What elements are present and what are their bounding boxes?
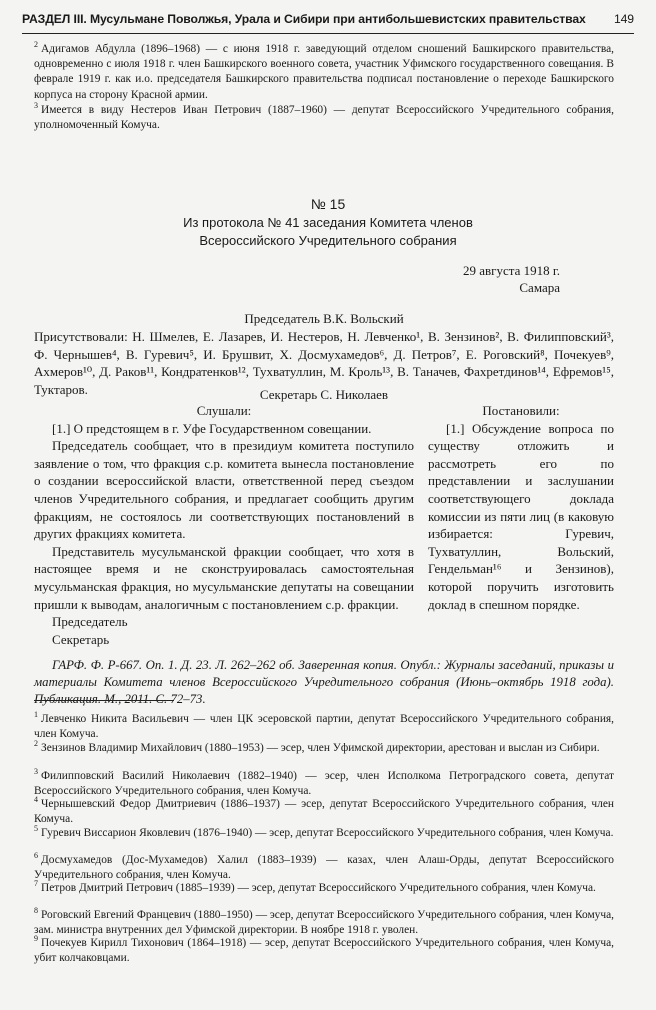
footnote-text: Досмухамедов (Дос-Мухамедов) Халил (1883–1939) — казах, член Алаш-Орды, депутат Всероссийского Учредительного собрания, член Комуча. [34, 854, 614, 882]
footnote-number: 2 [34, 40, 38, 50]
heard-paragraph: [1.] О предстоящем в г. Уфе Государственном совещании. [52, 420, 372, 436]
footnote-text: Почекуев Кирилл Тихонович (1864–1918) — эсер, депутат Всероссийского Учредительного собрания, член Комуча, убит колчаковцами. [34, 937, 614, 965]
document-title-line: Из протокола № 41 заседания Комитета членов [183, 215, 473, 230]
running-title: РАЗДЕЛ III. Мусульмане Поволжья, Урала и Сибири при антибольшевистских правительствах [22, 12, 586, 26]
document-date-block [463, 262, 560, 296]
top-footnote [34, 42, 614, 103]
bottom-footnote [34, 881, 614, 896]
top-footnote [34, 103, 614, 133]
footnote-text: Имеется в виду Нестеров Иван Петрович (1887–1960) — депутат Всероссийского Учредительного собрания, уполномоченный Комуча. [34, 104, 614, 132]
signature-secretary: Секретарь [52, 631, 110, 647]
document-number: № 15 [310, 196, 346, 212]
footnote-text: Адигамов Абдулла (1896–1968) — с июня 1918 г. заведующий отделом сношений Башкирского правительства, одновременно с июля 1918 г. член Башкирского военного совета, участник Уфимского государственного совещания. В феврале 1919 г. как и.о. председателя Башкирского правительства подписал постановление о переходе Башкирского корпуса на сторону Красной армии. [34, 43, 614, 101]
heard-paragraph: Представитель мусульманской фракции сообщает, что хотя в настоящее время и не сконструировалась самостоятельная мусульманская фракция, но мусульманские депутаты на совещании пришли к выводам, аналогичным с постановлением с.р. фракции. [34, 543, 414, 612]
bottom-footnote [34, 936, 614, 966]
bottom-footnote [34, 826, 614, 841]
bottom-footnote [34, 908, 614, 938]
footnote-text: Зензинов Владимир Михайлович (1880–1953) — эсер, член Уфимской директории, арестован и выслан из Сибири. [41, 742, 600, 754]
page-number: 149 [613, 12, 634, 26]
signature-chairman: Председатель [52, 614, 128, 630]
decided-label: Постановили: [482, 403, 560, 418]
document-title [0, 214, 656, 250]
footnote-number: 6 [34, 851, 38, 861]
bottom-footnote [34, 741, 614, 756]
heard-paragraph: Председатель сообщает, что в президиум комитета поступило заявление о том, что фракция с.р. комитета вынесла постановление о создании всероссийской власти, ответственной перед съездом членов Учредительного собрания, и предлагает сообщить другим фракциям, не состоялось ли соответствующих постановлений в других фракциях комитета. [34, 438, 414, 542]
footnote-text: Роговский Евгений Францевич (1880–1950) — эсер, депутат Всероссийского Учредительного собрания, член Комуча, зам. министра внутренних дел Уфимской директории. В ноябре 1918 г. уволен. [34, 909, 614, 937]
heard-label: Слушали: [196, 403, 252, 418]
footnote-number: 2 [34, 739, 38, 749]
running-header [22, 12, 634, 32]
secretary-line: Секретарь С. Николаев [259, 387, 389, 402]
bottom-footnote [34, 797, 614, 827]
chairman-line: Председатель В.К. Вольский [244, 311, 404, 326]
footnote-text: Гуревич Виссарион Яковлевич (1876–1940) — эсер, депутат Всероссийского Учредительного собрания, член Комуча. [41, 827, 614, 839]
header-rule [22, 33, 634, 34]
bottom-footnote [34, 853, 614, 883]
footnote-number: 7 [34, 879, 38, 889]
heard-column [34, 402, 414, 648]
footnote-number: 9 [34, 934, 38, 944]
attendees-paragraph: Присутствовали: Н. Шмелев, Е. Лазарев, И. Нестеров, Н. Левченко¹, В. Зензинов², В. Филипповский³, Ф. Чернышев⁴, В. Гуревич⁵, И. Брушвит, Х. Досмухамедов⁶, Д. Петров⁷, Е. Роговский⁸, Почекуев⁹, Ахмеров¹⁰, Д. Раков¹¹, Кондратенков¹², Тухватуллин, М. Кроль¹³, В. Таначев, Фахретдинов¹⁴, Ефремов¹⁵, Туктаров. [34, 329, 614, 397]
footnote-number: 3 [34, 101, 38, 111]
footnote-text: Чернышевский Федор Дмитриевич (1886–1937) — эсер, депутат Всероссийского Учредительного собрания, член Комуча. [34, 798, 614, 826]
bottom-footnote [34, 712, 614, 742]
footnote-number: 3 [34, 767, 38, 777]
footnote-number: 1 [34, 710, 38, 720]
footnote-number: 4 [34, 795, 38, 805]
document-title-line: Всероссийского Учредительного собрания [199, 233, 457, 248]
footnote-text: Петров Дмитрий Петрович (1885–1939) — эсер, депутат Всероссийского Учредительного собрания, член Комуча. [41, 882, 596, 894]
footnote-text: Левченко Никита Васильевич — член ЦК эсеровской партии, депутат Всероссийского Учредительного собрания, член Комуча. [34, 713, 614, 741]
document-place: Самара [519, 280, 560, 295]
footnote-number: 5 [34, 824, 38, 834]
footnote-rule [34, 700, 174, 701]
footnote-text: Филипповский Василий Николаевич (1882–1940) — эсер, член Исполкома Петроградского совета, депутат Всероссийского Учредительного собрания, член Комуча. [34, 770, 614, 798]
bottom-footnote [34, 769, 614, 799]
footnote-number: 8 [34, 906, 38, 916]
decided-paragraph: [1.] Обсуждение вопроса по существу отложить и рассмотреть его по представлении и заслушании соответствующего доклада комиссии из пяти лиц (в каковую избирается: Гуревич, Тухватуллин, Вольский, Гендельман¹⁶ и Зензинов), которой поручить изготовить доклад в спешном порядке. [428, 420, 614, 612]
archival-source: ГАРФ. Ф. Р-667. Оп. 1. Д. 23. Л. 262–262 об. Заверенная копия. Опубл.: Журналы заседаний, приказы и материалы Комитета членов Всероссийского Учредительного собрания (Июнь–октябрь 1918 года). Публикация. М., 2011. С. 72–73. [34, 658, 614, 706]
document-date: 29 августа 1918 г. [463, 263, 560, 278]
decided-column [428, 402, 614, 613]
